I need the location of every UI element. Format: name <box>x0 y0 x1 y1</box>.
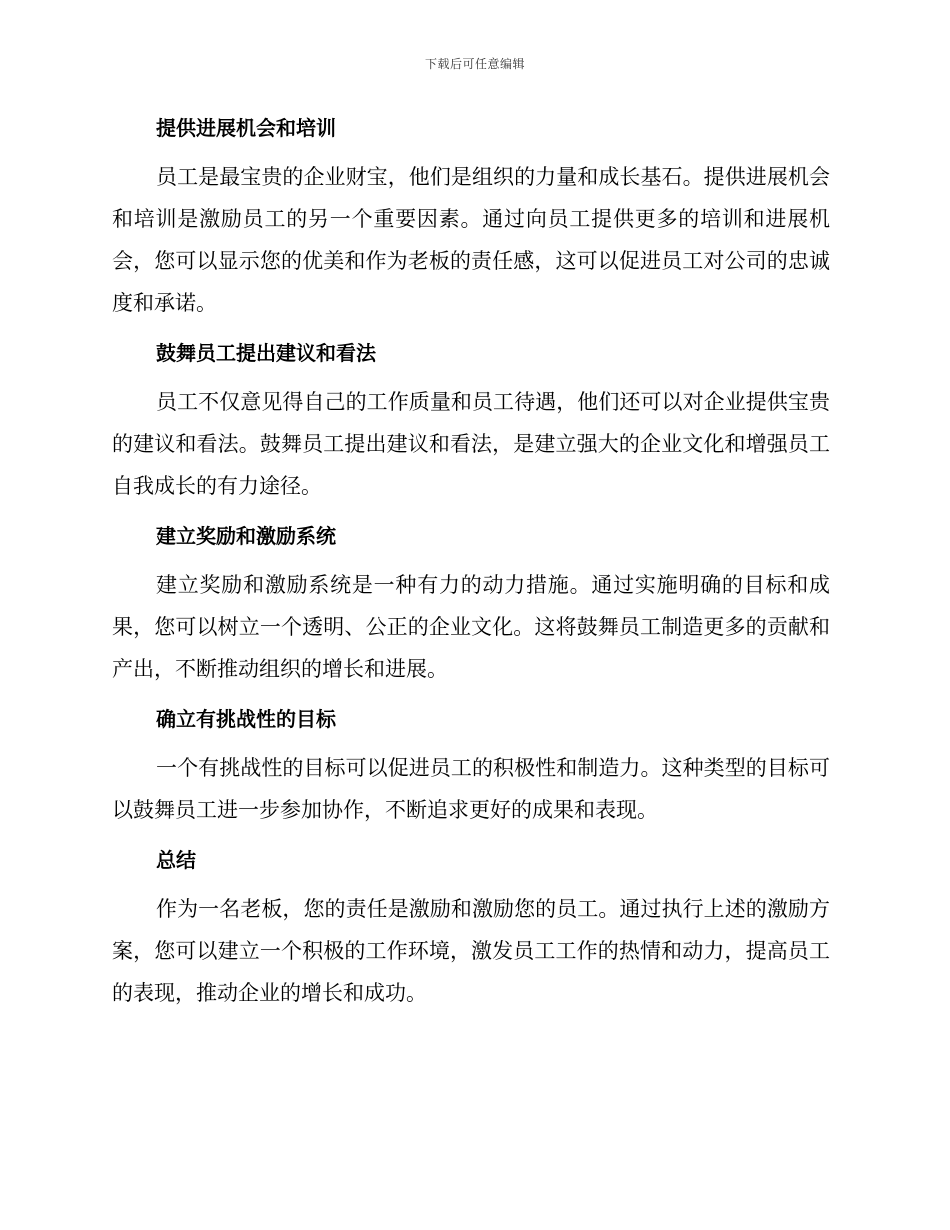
section-paragraph: 员工不仅意见得自己的工作质量和员工待遇，他们还可以对企业提供宝贵的建议和看法。鼓舞员工提出建议和看法，是建立强大的企业文化和增强员工自我成长的有力途径。 <box>112 390 830 498</box>
section-title: 鼓舞员工提出建议和看法 <box>156 341 376 365</box>
section-title: 确立有挑战性的目标 <box>156 707 336 731</box>
section-suggestions <box>112 335 830 507</box>
section-paragraph: 作为一名老板，您的责任是激励和激励您的员工。通过执行上述的激励方案，您可以建立一个积极的工作环境，激发员工工作的热情和动力，提高员工的表现，推动企业的增长和成功。 <box>112 897 830 1005</box>
page-header: 下载后可任意编辑 <box>424 57 525 71</box>
section-title: 建立奖励和激励系统 <box>156 524 336 548</box>
section-training <box>112 110 830 324</box>
section-summary <box>112 842 830 1014</box>
section-paragraph: 员工是最宝贵的企业财宝，他们是组织的力量和成长基石。提供进展机会和培训是激励员工的另一个重要因素。通过向员工提供更多的培训和进展机会，您可以显示您的优美和作为老板的责任感，这可以促进员工对公司的忠诚度和承诺。 <box>112 165 830 315</box>
section-goals <box>112 701 830 831</box>
section-title: 提供进展机会和培训 <box>156 116 336 140</box>
section-paragraph: 一个有挑战性的目标可以促进员工的积极性和制造力。这种类型的目标可以鼓舞员工进一步参加协作，不断追求更好的成果和表现。 <box>112 756 830 822</box>
section-paragraph: 建立奖励和激励系统是一种有力的动力措施。通过实施明确的目标和成果，您可以树立一个透明、公正的企业文化。这将鼓舞员工制造更多的贡献和产出，不断推动组织的增长和进展。 <box>112 573 830 681</box>
document-body <box>112 110 830 1025</box>
section-rewards <box>112 518 830 690</box>
section-title: 总结 <box>156 848 196 872</box>
